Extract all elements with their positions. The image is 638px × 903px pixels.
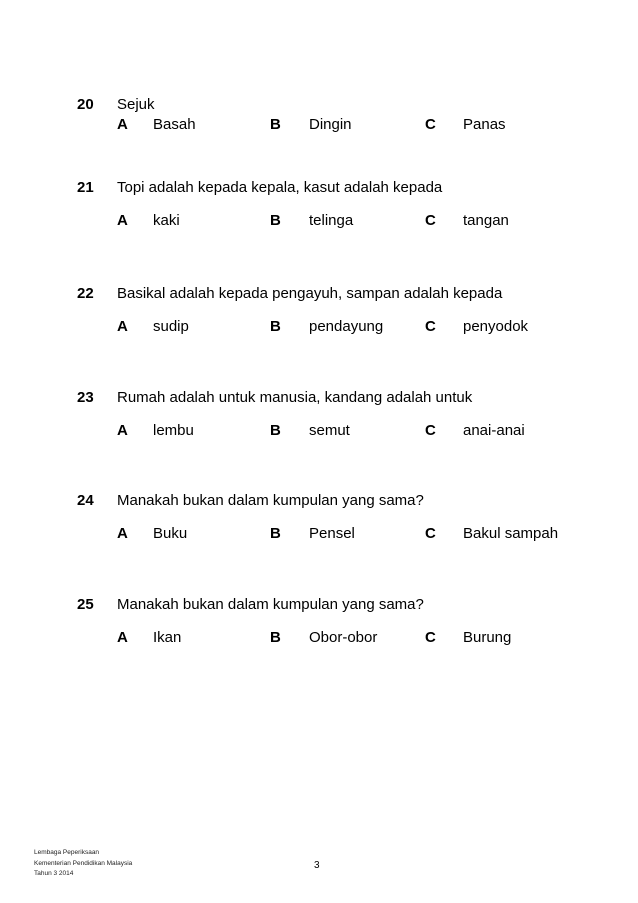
question-text: Basikal adalah kepada pengayuh, sampan adalah kepada [117,285,503,302]
option-b-text[interactable]: semut [309,422,350,439]
question-number: 21 [77,179,94,196]
option-a-letter: A [117,212,128,229]
question-number: 20 [77,96,94,113]
option-a-letter: A [117,422,128,439]
option-a-text[interactable]: Basah [153,116,196,133]
option-a-text[interactable]: Ikan [153,629,182,646]
footer-line-year: Tahun 3 2014 [34,870,74,877]
option-c-text[interactable]: Panas [463,116,506,133]
option-c-letter: C [425,318,436,335]
option-b-letter: B [270,318,281,335]
option-b-text[interactable]: Obor-obor [309,629,378,646]
option-c-letter: C [425,525,436,542]
question-text: Manakah bukan dalam kumpulan yang sama? [117,492,424,509]
option-a-letter: A [117,318,128,335]
question-23 [0,389,638,449]
question-number: 24 [77,492,94,509]
question-number: 22 [77,285,94,302]
question-25 [0,596,638,656]
option-a-letter: A [117,525,128,542]
option-c-text[interactable]: Bakul sampah [463,525,559,542]
option-a-text[interactable]: kaki [153,212,180,229]
option-c-letter: C [425,629,436,646]
option-c-text[interactable]: penyodok [463,318,529,335]
option-b-text[interactable]: pendayung [309,318,384,335]
footer-line-ministry: Kementerian Pendidikan Malaysia [34,859,133,867]
option-b-letter: B [270,525,281,542]
option-a-letter: A [117,629,128,646]
option-c-letter: C [425,422,436,439]
option-b-text[interactable]: Pensel [309,525,355,542]
option-a-text[interactable]: sudip [153,318,189,335]
option-c-text[interactable]: Burung [463,629,512,646]
question-text: Rumah adalah untuk manusia, kandang adalah untuk [117,389,473,406]
option-c-text[interactable]: anai-anai [463,422,525,439]
question-20 [0,96,638,156]
option-a-text[interactable]: lembu [153,422,194,439]
question-number: 25 [77,596,94,613]
option-b-text[interactable]: Dingin [309,116,352,133]
option-c-text[interactable]: tangan [463,212,509,229]
option-a-letter: A [117,116,128,133]
option-b-letter: B [270,116,281,133]
question-text: Sejuk [117,96,155,113]
option-b-letter: B [270,629,281,646]
option-b-letter: B [270,422,281,439]
option-a-text[interactable]: Buku [153,525,188,542]
option-c-letter: C [425,212,436,229]
footer-publisher [34,848,132,880]
footer-line-organisation: Lembaga Peperiksaan [34,849,100,856]
question-number: 23 [77,389,94,406]
question-text: Manakah bukan dalam kumpulan yang sama? [117,596,424,613]
question-text: Topi adalah kepada kepala, kasut adalah kepada [117,179,443,196]
option-b-text[interactable]: telinga [309,212,354,229]
question-22 [0,285,638,345]
option-b-letter: B [270,212,281,229]
question-21 [0,179,638,239]
page-number: 3 [314,860,320,871]
option-c-letter: C [425,116,436,133]
question-24 [0,492,638,552]
